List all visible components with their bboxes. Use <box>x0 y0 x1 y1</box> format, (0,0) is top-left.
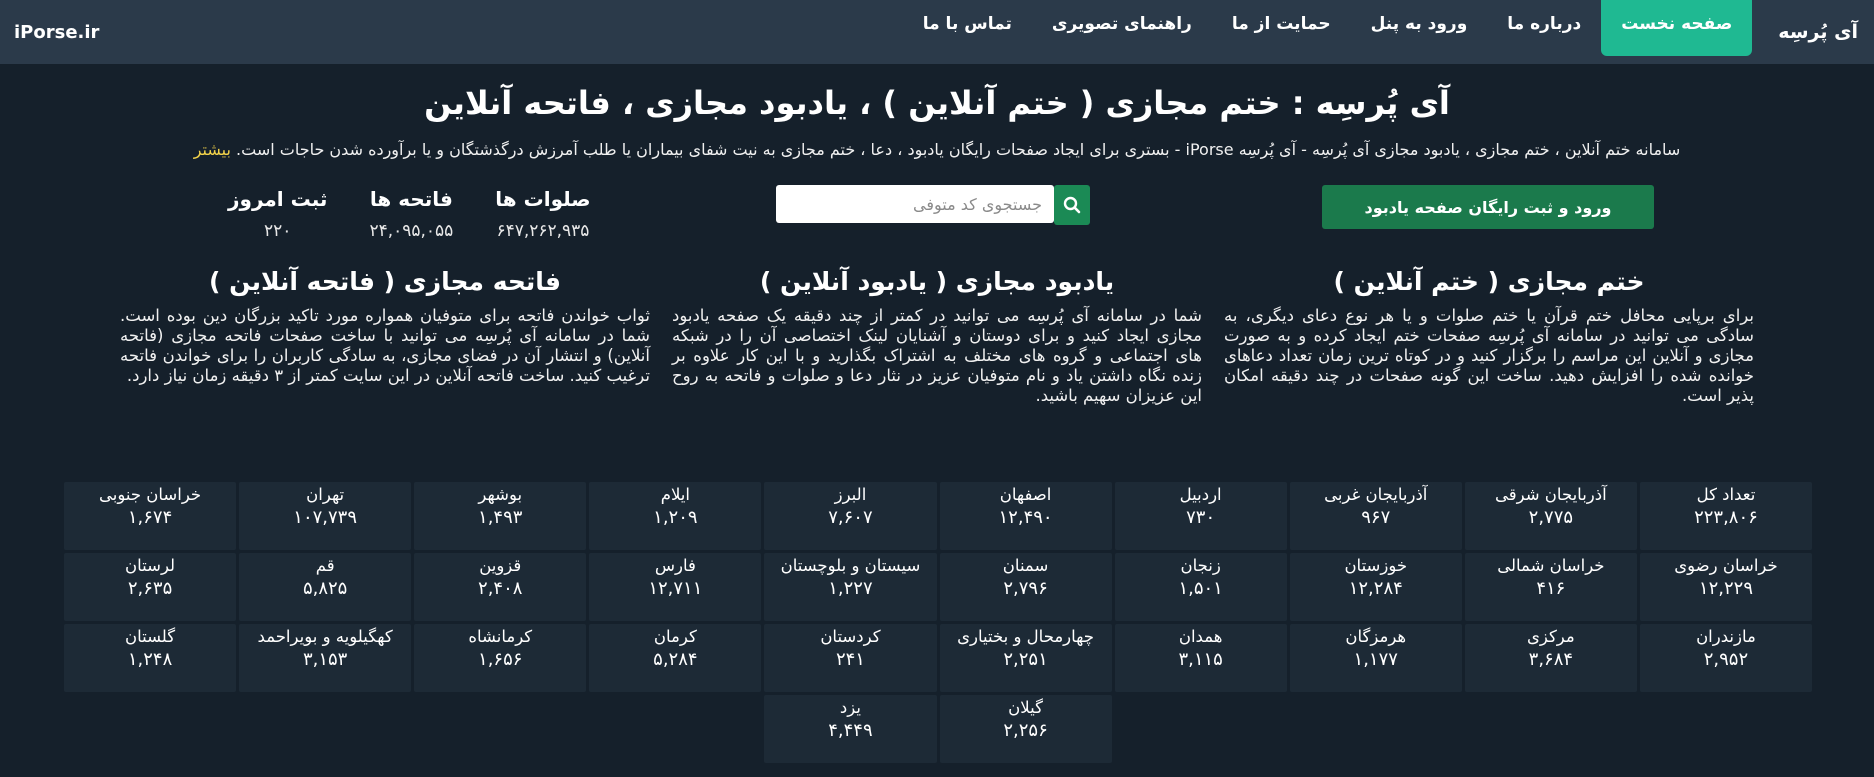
province-name: خراسان رضوی <box>1674 556 1778 575</box>
province-count: ۲,۶۳۵ <box>127 578 173 599</box>
province-name: البرز <box>834 485 867 504</box>
province-cell[interactable] <box>1640 553 1812 621</box>
province-name: زنجان <box>1180 556 1221 575</box>
stat-label: ثبت امروز <box>228 187 328 211</box>
search-icon <box>1063 196 1081 214</box>
province-count: ۳,۱۵۳ <box>302 649 348 670</box>
province-name: لرستان <box>125 556 176 575</box>
feature-title: فاتحه مجازی ( فاتحه آنلاین ) <box>208 267 562 296</box>
feature-columns <box>0 267 1874 406</box>
province-cell[interactable] <box>764 482 936 550</box>
search-group <box>776 185 1096 225</box>
province-cell[interactable] <box>589 624 761 692</box>
province-name: مازندران <box>1696 627 1756 646</box>
province-name: اصفهان <box>999 485 1052 504</box>
province-cell[interactable] <box>764 695 936 763</box>
province-name: تعداد کل <box>1696 485 1756 504</box>
province-name: آذربایجان غربی <box>1324 485 1428 504</box>
province-name: قزوین <box>479 556 522 575</box>
province-count: ۹۶۷ <box>1361 507 1391 528</box>
province-name: خوزستان <box>1344 556 1408 575</box>
province-cell[interactable] <box>1290 553 1462 621</box>
province-cell[interactable] <box>1640 624 1812 692</box>
province-count: ۱۰۷,۷۳۹ <box>293 507 358 528</box>
stat-fatehe <box>369 187 453 241</box>
nav-item-contact[interactable]: تماس با ما <box>922 14 1012 34</box>
province-name: هرمزگان <box>1345 627 1407 646</box>
province-cell[interactable] <box>589 553 761 621</box>
province-count: ۲,۴۰۸ <box>478 578 523 599</box>
province-name: کهگیلویه و بویراحمد <box>257 627 393 646</box>
search-button[interactable] <box>1054 185 1090 225</box>
nav-item-guide[interactable]: راهنمای تصویری <box>1051 14 1192 34</box>
province-count: ۲,۲۵۶ <box>1003 720 1048 741</box>
feature-virtual-khatm <box>1224 267 1754 406</box>
stat-value: ۲۴,۰۹۵,۰۵۵ <box>369 221 454 241</box>
province-count: ۴,۴۴۹ <box>828 720 873 741</box>
province-cell[interactable] <box>764 553 936 621</box>
feature-title: ختم مجازی ( ختم آنلاین ) <box>1333 267 1645 296</box>
province-grid <box>64 482 1812 763</box>
province-name: سمنان <box>1002 556 1049 575</box>
nav-item-home[interactable]: صفحه نخست <box>1601 0 1752 56</box>
stat-label: صلوات ها <box>495 187 591 211</box>
province-count: ۱,۱۷۷ <box>1353 649 1398 670</box>
province-name: کرمان <box>653 627 697 646</box>
province-name: گلستان <box>124 627 176 646</box>
province-cell[interactable] <box>1115 482 1287 550</box>
province-cell[interactable] <box>64 624 236 692</box>
province-cell[interactable] <box>414 482 586 550</box>
province-name: اردبیل <box>1179 485 1222 504</box>
province-cell[interactable] <box>940 482 1112 550</box>
province-count: ۱۲,۷۱۱ <box>648 578 703 599</box>
province-count: ۵,۸۲۵ <box>302 578 348 599</box>
province-count: ۲۴۱ <box>835 649 865 670</box>
feature-virtual-memorial <box>672 267 1202 406</box>
province-count: ۱,۶۵۶ <box>478 649 523 670</box>
province-count: ۱۲,۴۹۰ <box>998 507 1053 528</box>
province-name: کردستان <box>820 627 881 646</box>
province-cell[interactable] <box>414 553 586 621</box>
province-name: کرمانشاه <box>468 627 533 646</box>
province-cell[interactable] <box>1290 482 1462 550</box>
province-name: یزد <box>839 698 861 717</box>
feature-text: شما در سامانه آی پُرسِه می توانید در کمتر از چند دقیقه یک صفحه یادبود مجازی ایجاد کنید و برای دوستان و آشنایان لینک اختصاصی آن را در شبکه های اجتماعی و گروه های مختلف به اشتراک بگذارید و با این کار علاوه بر زنده نگاه داشتن یاد و نام متوفیان عزیز در نثار دعا و صلوات و فاتحه به روح این عزیزان سهیم باشید. <box>672 306 1202 405</box>
nav-menu <box>903 0 1753 64</box>
description-text: سامانه ختم آنلاین ، ختم مجازی ، یادبود مجازی آی پُرسِه - آی پُرسِه iPorse - بستری برای ایجاد صفحات رایگان یادبود ، دعا ، ختم مجازی به نیت شفای بیماران یا طلب آمرزش درگذشتگان و یا برآورده شدن حاجات است. <box>236 140 1681 159</box>
province-count: ۱,۲۲۷ <box>828 578 873 599</box>
province-cell[interactable] <box>1115 553 1287 621</box>
feature-title: یادبود مجازی ( یادبود آنلاین ) <box>759 267 1115 296</box>
province-cell[interactable] <box>64 553 236 621</box>
province-count: ۱,۲۰۹ <box>653 507 698 528</box>
province-name: گیلان <box>1008 698 1043 717</box>
nav-item-support[interactable]: حمایت از ما <box>1231 14 1331 34</box>
page-title: آی پُرسِه : ختم مجازی ( ختم آنلاین ) ، یادبود مجازی ، فاتحه آنلاین <box>424 84 1450 122</box>
register-memorial-button[interactable]: ورود و ثبت رایگان صفحه یادبود <box>1322 185 1654 229</box>
province-count: ۲۲۳,۸۰۶ <box>1694 507 1758 528</box>
feature-text: برای برپایی محافل ختم قرآن یا ختم صلوات و یا هر نوع دعای دیگری، به سادگی می توانید در سامانه آی پُرسِه صفحات ختم ایجاد کرده و به صورت مجازی و آنلاین این مراسم را برگزار کنید و در کوتاه ترین زمان تعداد دعاهای خوانده شده را افزایش دهید. ساخت این گونه صفحات در چند دقیقه امکان پذیر است. <box>1224 306 1754 405</box>
brand-logo-en[interactable]: iPorse.ir <box>14 21 100 43</box>
province-name: مرکزی <box>1526 627 1575 646</box>
province-cell[interactable] <box>239 553 411 621</box>
province-count: ۴۱۶ <box>1536 578 1566 599</box>
province-cell[interactable] <box>64 482 236 550</box>
stat-salavat <box>495 187 590 241</box>
province-cell[interactable] <box>1465 482 1637 550</box>
stat-value: ۶۴۷,۲۶۲,۹۳۵ <box>496 221 590 241</box>
search-input[interactable] <box>776 185 1054 223</box>
province-cell[interactable] <box>414 624 586 692</box>
stat-value: ۲۲۰ <box>264 221 292 241</box>
province-count: ۷,۶۰۷ <box>828 507 873 528</box>
nav-item-login[interactable]: ورود به پنل <box>1370 14 1468 34</box>
province-count: ۱,۴۹۳ <box>478 507 523 528</box>
province-cell[interactable] <box>589 482 761 550</box>
stats-panel <box>228 187 591 241</box>
stat-today <box>228 187 327 241</box>
province-count: ۲,۷۹۶ <box>1003 578 1048 599</box>
province-name: سیستان و بلوچستان <box>780 556 921 575</box>
province-cell[interactable] <box>1115 624 1287 692</box>
province-count: ۱,۲۴۸ <box>127 649 173 670</box>
province-cell[interactable] <box>1465 553 1637 621</box>
province-count: ۱,۵۰۱ <box>1178 578 1223 599</box>
province-name: چهارمحال و بختیاری <box>957 627 1094 646</box>
province-cell[interactable] <box>1290 624 1462 692</box>
province-count: ۳,۱۱۵ <box>1178 649 1223 670</box>
province-cell[interactable] <box>239 482 411 550</box>
province-cell[interactable] <box>239 624 411 692</box>
more-link[interactable]: بیشتر <box>193 140 231 159</box>
action-row <box>0 177 1874 267</box>
province-name: آذربایجان شرقی <box>1494 485 1607 504</box>
province-name: تهران <box>306 485 345 504</box>
brand-logo-fa[interactable]: آی پُرسِه <box>1778 21 1858 43</box>
stat-label: فاتحه ها <box>369 187 453 211</box>
province-cell[interactable] <box>940 624 1112 692</box>
province-name: خراسان شمالی <box>1497 556 1605 575</box>
province-count: ۲,۷۷۵ <box>1528 507 1574 528</box>
province-name: بوشهر <box>478 485 523 504</box>
site-description <box>0 140 1874 159</box>
province-count: ۲,۲۵۱ <box>1003 649 1048 670</box>
province-name: قم <box>315 556 335 575</box>
province-cell[interactable] <box>1465 624 1637 692</box>
province-count: ۲,۹۵۲ <box>1703 649 1749 670</box>
province-count: ۵,۲۸۴ <box>653 649 698 670</box>
province-count: ۱,۶۷۴ <box>127 507 173 528</box>
feature-virtual-fatehe <box>120 267 650 406</box>
province-name: خراسان جنوبی <box>98 485 202 504</box>
province-name: همدان <box>1178 627 1223 646</box>
province-count: ۱۲,۲۲۹ <box>1698 578 1753 599</box>
province-count: ۱۲,۲۸۴ <box>1348 578 1403 599</box>
province-cell[interactable] <box>764 624 936 692</box>
navbar <box>0 0 1874 64</box>
province-count: ۳,۶۸۴ <box>1528 649 1574 670</box>
province-cell[interactable] <box>940 553 1112 621</box>
feature-text: ثواب خواندن فاتحه برای متوفیان همواره مورد تاکید بزرگان دین بوده است. شما در سامانه آی پُرسِه می توانید با ساخت صفحات فاتحه مجازی (فاتحه آنلاین) و انتشار آن در فضای مجازی، به سادگی کاربران را برای خواندن فاتحه ترغیب کنید. ساخت فاتحه آنلاین در این سایت کمتر از ۳ دقیقه زمان نیاز دارد. <box>120 306 650 385</box>
province-count: ۷۳۰ <box>1186 507 1216 528</box>
nav-item-about[interactable]: درباره ما <box>1507 14 1582 34</box>
province-name: فارس <box>654 556 696 575</box>
province-name: ایلام <box>660 485 690 504</box>
province-cell[interactable] <box>940 695 1112 763</box>
province-cell[interactable] <box>1640 482 1812 550</box>
